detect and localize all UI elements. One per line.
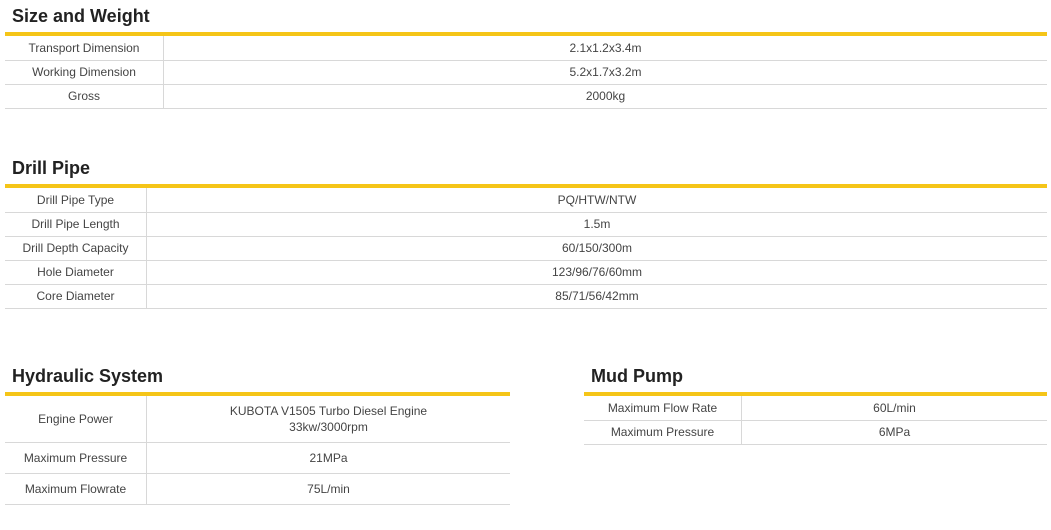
spec-table <box>584 396 1047 445</box>
row-value: 85/71/56/42mm <box>147 284 1048 308</box>
row-label: Drill Pipe Length <box>5 212 147 236</box>
row-value <box>147 396 511 442</box>
row-value: 75L/min <box>147 473 511 504</box>
table-row <box>5 473 510 504</box>
spec-table <box>5 188 1047 309</box>
table-row <box>5 396 510 442</box>
table-row <box>5 84 1047 108</box>
row-value: 21MPa <box>147 442 511 473</box>
row-value: 2.1x1.2x3.4m <box>164 36 1048 60</box>
table-row <box>5 188 1047 212</box>
row-value: PQ/HTW/NTW <box>147 188 1048 212</box>
row-value: 60L/min <box>742 396 1048 420</box>
section-title: Hydraulic System <box>12 366 164 386</box>
spec-table <box>5 396 510 505</box>
row-label: Hole Diameter <box>5 260 147 284</box>
row-value: 5.2x1.7x3.2m <box>164 60 1048 84</box>
row-value: 2000kg <box>164 84 1048 108</box>
section-title: Size and Weight <box>12 6 150 26</box>
table-row <box>5 260 1047 284</box>
row-label: Core Diameter <box>5 284 147 308</box>
section-title: Drill Pipe <box>12 158 91 178</box>
row-label: Drill Depth Capacity <box>5 236 147 260</box>
row-label: Maximum Flowrate <box>5 473 147 504</box>
table-row <box>5 442 510 473</box>
section-mud-pump <box>584 365 1047 445</box>
row-label: Maximum Flow Rate <box>584 396 742 420</box>
table-row <box>584 396 1047 420</box>
row-value: 1.5m <box>147 212 1048 236</box>
row-label: Maximum Pressure <box>5 442 147 473</box>
row-label: Drill Pipe Type <box>5 188 147 212</box>
row-label: Gross <box>5 84 164 108</box>
row-value: 60/150/300m <box>147 236 1048 260</box>
row-value-line: 33kw/3000rpm <box>289 419 368 434</box>
row-label: Working Dimension <box>5 60 164 84</box>
row-label: Engine Power <box>5 396 147 442</box>
table-row <box>584 420 1047 444</box>
spec-table <box>5 36 1047 109</box>
table-row <box>5 284 1047 308</box>
row-label: Transport Dimension <box>5 36 164 60</box>
table-row <box>5 36 1047 60</box>
row-label: Maximum Pressure <box>584 420 742 444</box>
section-size-and-weight <box>5 5 1047 109</box>
row-value: 6MPa <box>742 420 1048 444</box>
table-row <box>5 60 1047 84</box>
row-value: 123/96/76/60mm <box>147 260 1048 284</box>
table-row <box>5 212 1047 236</box>
section-drill-pipe <box>5 157 1047 309</box>
row-value-line: KUBOTA V1505 Turbo Diesel Engine <box>229 403 428 418</box>
section-hydraulic-system <box>5 365 510 505</box>
table-row <box>5 236 1047 260</box>
section-title: Mud Pump <box>591 366 683 386</box>
